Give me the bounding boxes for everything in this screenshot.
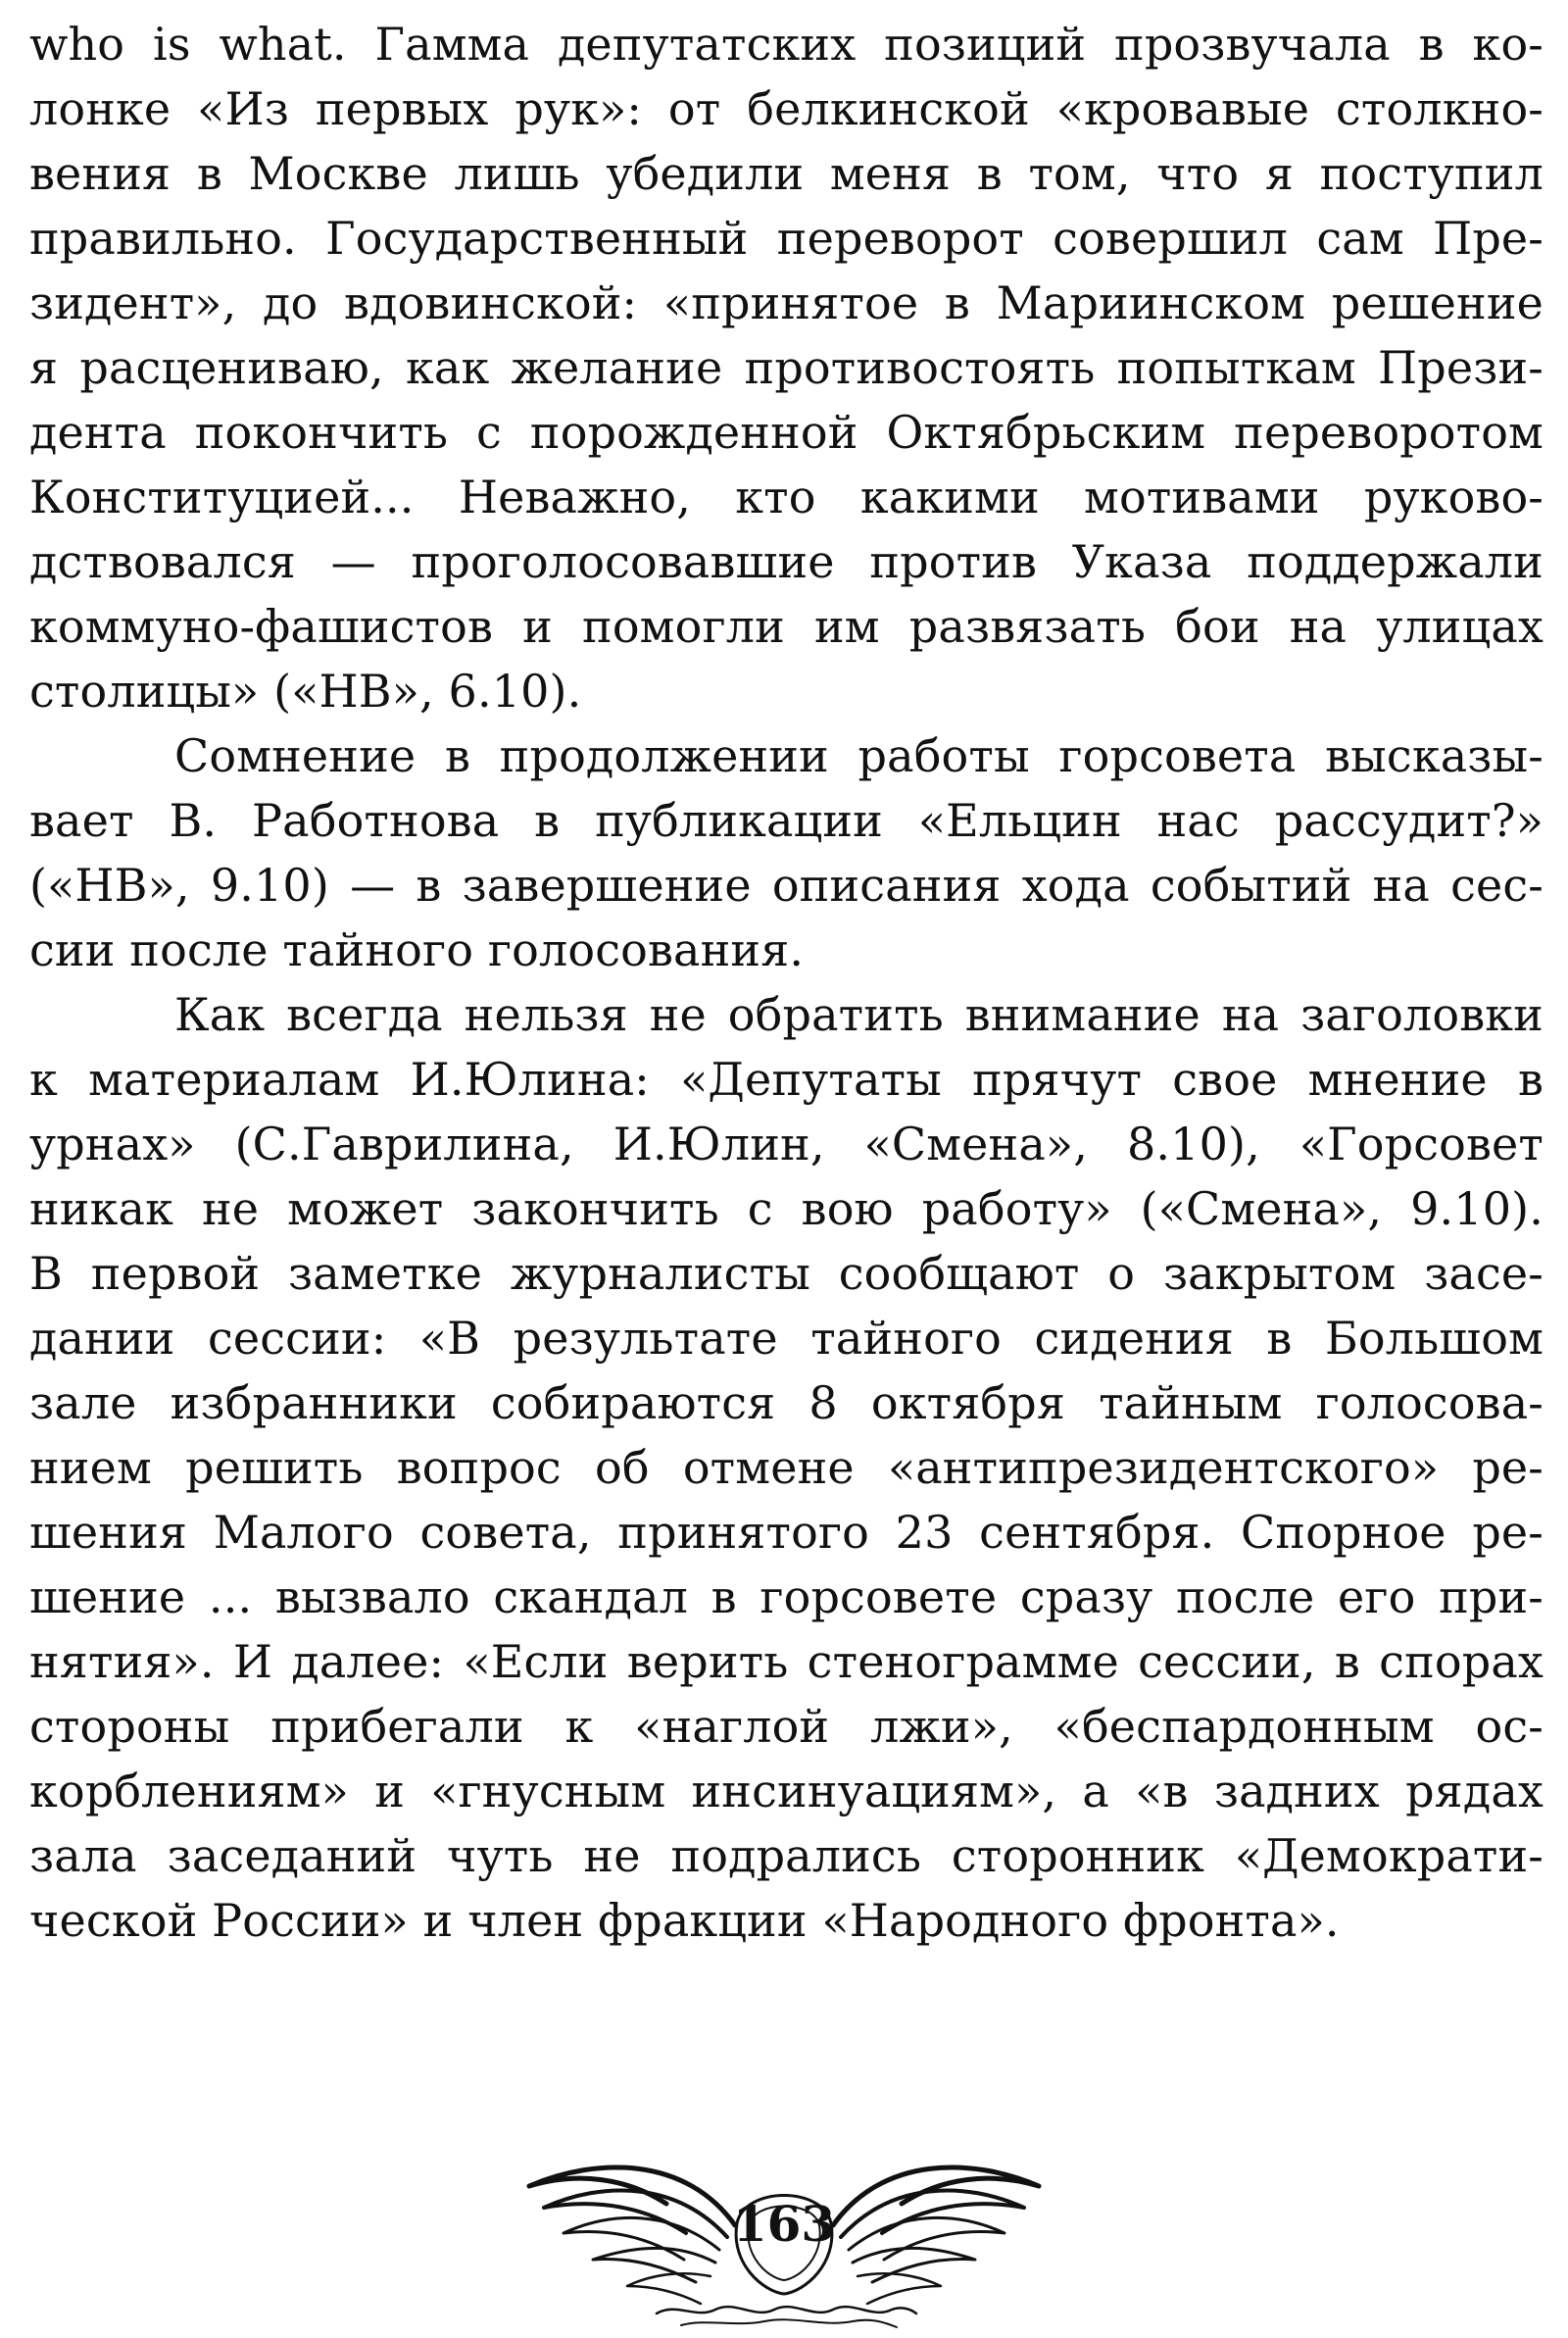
text-line-23: нием решить вопрос об отмене «антипрезидентского» ре- [29,1441,1544,1494]
text-line-28: корблениям» и «гнусным инсинуациям», а «в задних рядах [29,1765,1544,1817]
text-line-9: дствовался — проголосовавшие против Указа поддержали [29,535,1544,588]
text-line-11: столицы» («НВ», 6.10). [29,665,582,718]
text-line-15: сии после тайного голосования. [29,923,805,976]
text-line-14: («НВ», 9.10) — в завершение описания хода событий на сес- [29,859,1544,912]
text-line-30: ческой России» и член фракции «Народного фронта». [29,1894,1340,1947]
text-line-16: Как всегда нельзя не обратить внимание на заголовки [174,988,1544,1041]
text-line-1: who is what. Гамма депутатских позиций прозвучала в ко- [29,18,1544,71]
text-line-26: нятия». И далее: «Если верить стенограмме сессии, в спорах [29,1635,1544,1688]
page-number: 163 [732,2195,836,2253]
text-line-27: стороны прибегали к «наглой лжи», «беспардонным ос- [29,1700,1544,1753]
text-line-22: зале избранники собираются 8 октября тайным голосова- [29,1376,1544,1429]
text-line-19: никак не может закончить с вою работу» («Смена», 9.10). [29,1182,1544,1235]
text-line-13: вает В. Работнова в публикации «Ельцин нас рассудит?» [29,794,1544,847]
body-text [29,12,1544,1953]
text-line-4: правильно. Государственный переворот совершил сам Пре- [29,212,1544,265]
text-line-21: дании сессии: «В результате тайного сидения в Большом [29,1312,1544,1365]
text-line-12: Сомнение в продолжении работы горсовета высказы- [174,729,1544,782]
text-line-10: коммуно-фашистов и помогли им развязать бои на улицах [29,600,1544,653]
text-line-5: зидент», до вдовинской: «принятое в Мариинском решение [29,276,1544,329]
text-line-18: урнах» (С.Гаврилина, И.Юлин, «Смена», 8.10), «Горсовет [29,1118,1544,1170]
text-line-3: вения в Москве лишь убедили меня в том, что я поступил [29,147,1544,200]
page-footer-ornament [510,2117,1058,2333]
text-line-24: шения Малого совета, принятого 23 сентября. Спорное ре- [29,1506,1544,1559]
text-line-29: зала заседаний чуть не подрались сторонник «Демократи- [29,1829,1544,1882]
text-line-17: к материалам И.Юлина: «Депутаты прячут свое мнение в [29,1053,1544,1106]
text-line-20: В первой заметке журналисты сообщают о закрытом засе- [29,1247,1544,1300]
text-line-2: лонке «Из первых рук»: от белкинской «кровавые столкно- [29,82,1544,135]
text-line-25: шение ... вызвало скандал в горсовете сразу после его при- [29,1570,1544,1623]
text-line-6: я расцениваю, как желание противостоять попыткам Прези- [29,341,1544,394]
text-line-7: дента покончить с порожденной Октябрьским переворотом [29,406,1544,459]
text-line-8: Конституцией... Неважно, кто какими мотивами руково- [29,471,1544,523]
